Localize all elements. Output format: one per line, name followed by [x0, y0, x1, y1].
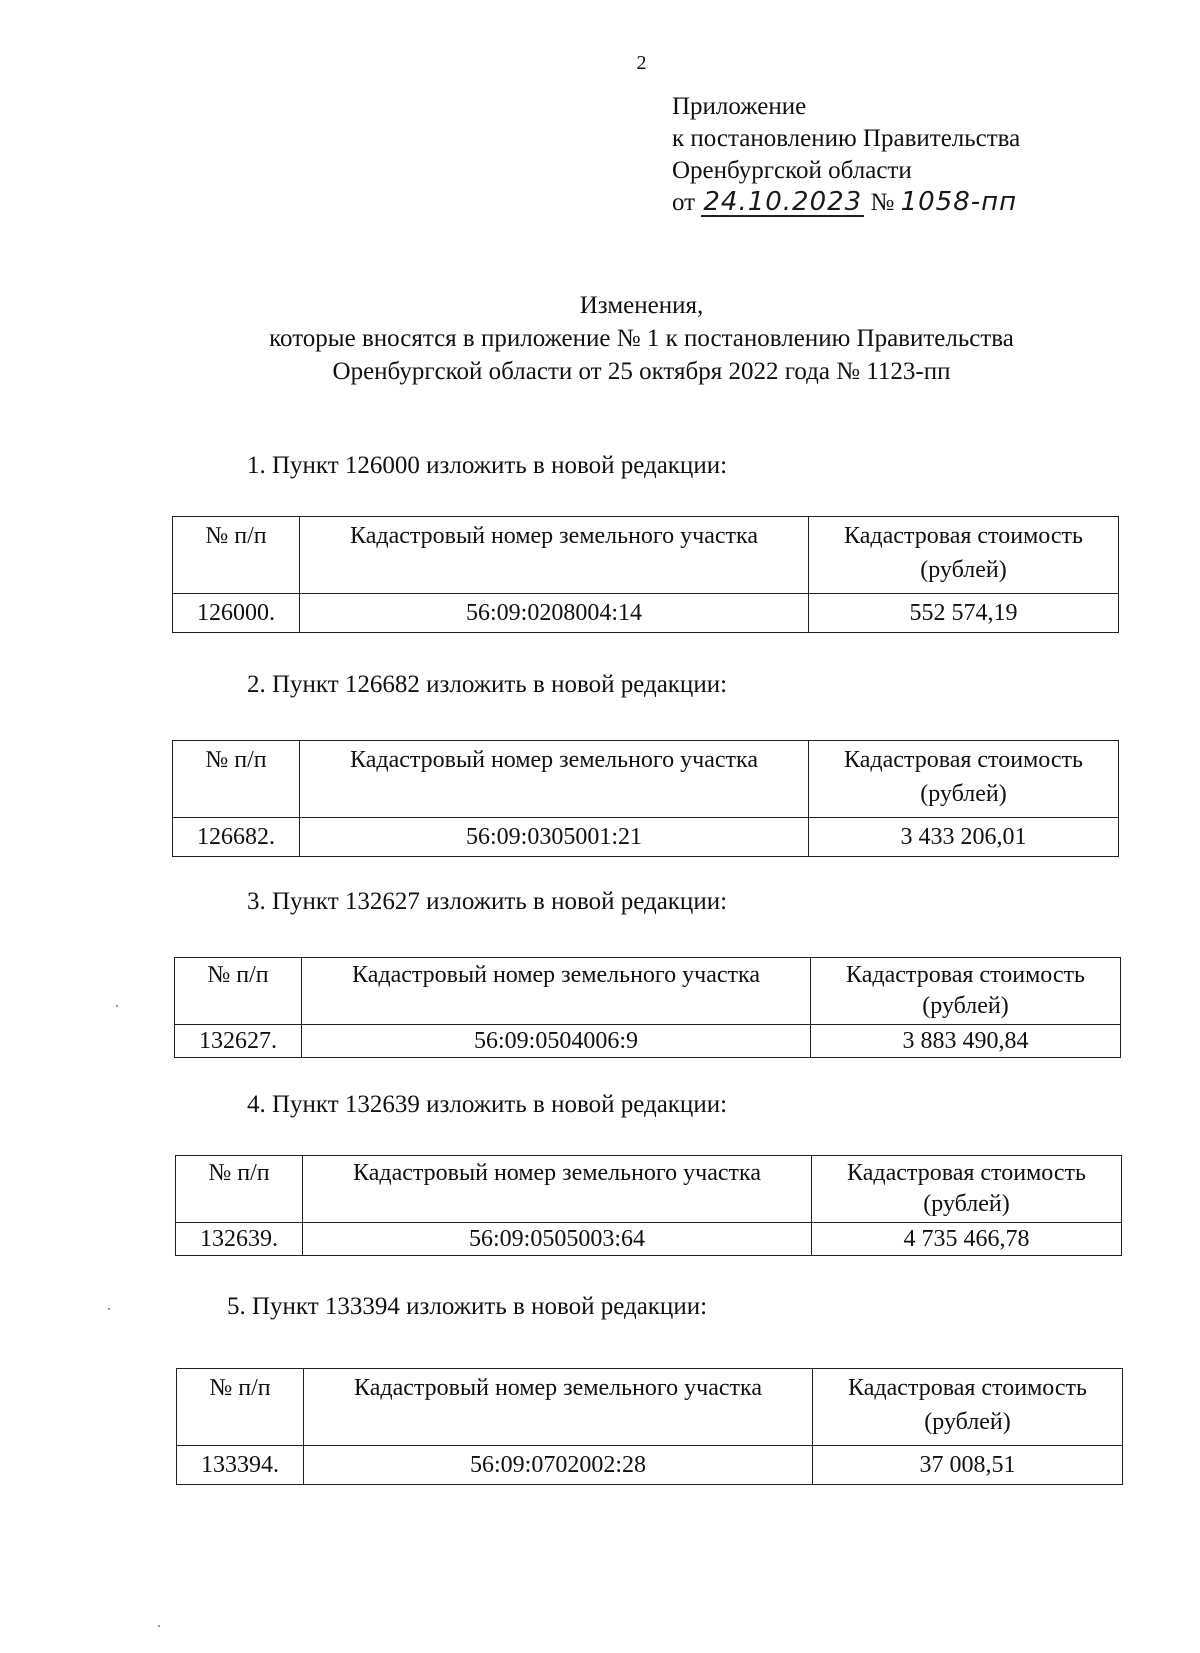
cell-num: 133394.	[177, 1446, 304, 1485]
item-heading: 2. Пункт 126682 изложить в новой редакции:	[247, 671, 728, 698]
header-num: № п/п	[175, 958, 302, 1025]
page-number: 2	[636, 52, 647, 74]
scan-speck	[116, 1005, 118, 1007]
handwritten-date: 24.10.2023	[703, 187, 863, 217]
appendix-line1: Приложение	[672, 93, 807, 120]
item-heading: 5. Пункт 133394 изложить в новой редакции:	[227, 1293, 708, 1320]
table-header-row	[173, 517, 1119, 594]
cell-cadastral: 56:09:0702002:28	[304, 1446, 813, 1485]
item-heading: 1. Пункт 126000 изложить в новой редакции:	[247, 452, 728, 479]
cell-cadastral: 56:09:0305001:21	[300, 818, 809, 857]
title-line1: Изменения,	[579, 292, 704, 319]
cell-num: 126000.	[173, 594, 300, 633]
cell-num: 132627.	[175, 1025, 302, 1058]
appendix-block	[672, 91, 1020, 219]
item-heading: 4. Пункт 132639 изложить в новой редакции:	[247, 1091, 728, 1118]
cell-num: 126682.	[173, 818, 300, 857]
table-header-row	[175, 958, 1121, 1025]
cell-value: 552 574,19	[809, 594, 1119, 633]
handwritten-number: 1058-пп	[900, 187, 1018, 217]
appendix-line3: Оренбургской области	[672, 157, 912, 184]
cadastral-table	[172, 516, 1119, 633]
table-header-row	[173, 741, 1119, 818]
table-header-row	[176, 1156, 1122, 1223]
cadastral-table	[176, 1368, 1123, 1485]
header-value: Кадастровая стоимость (рублей)	[812, 1156, 1122, 1223]
header-value: Кадастровая стоимость (рублей)	[813, 1369, 1123, 1446]
cell-value: 3 883 490,84	[811, 1025, 1121, 1058]
cell-cadastral: 56:09:0505003:64	[303, 1223, 812, 1256]
number-sign: №	[870, 189, 895, 216]
item-heading: 3. Пункт 132627 изложить в новой редакции:	[247, 888, 728, 915]
table-row	[176, 1223, 1122, 1256]
title-line3: Оренбургской области от 25 октября 2022 года № 1123-пп	[332, 358, 951, 385]
cell-value: 3 433 206,01	[809, 818, 1119, 857]
cadastral-table	[174, 957, 1121, 1058]
table-row	[177, 1446, 1123, 1485]
table-header-row	[177, 1369, 1123, 1446]
cadastral-table	[175, 1155, 1122, 1256]
header-num: № п/п	[177, 1369, 304, 1446]
header-cadastral: Кадастровый номер земельного участка	[300, 517, 809, 594]
table-row	[173, 594, 1119, 633]
header-value: Кадастровая стоимость (рублей)	[809, 517, 1119, 594]
header-cadastral: Кадастровый номер земельного участка	[300, 741, 809, 818]
title-line2: которые вносятся в приложение № 1 к постановлению Правительства	[269, 325, 1014, 352]
header-num: № п/п	[173, 517, 300, 594]
appendix-line2: к постановлению Правительства	[672, 125, 1021, 152]
table-row	[173, 818, 1119, 857]
date-prefix: от	[672, 189, 696, 216]
header-value: Кадастровая стоимость (рублей)	[809, 741, 1119, 818]
cell-num: 132639.	[176, 1223, 303, 1256]
cell-cadastral: 56:09:0208004:14	[300, 594, 809, 633]
scan-speck	[108, 1308, 110, 1310]
cell-value: 37 008,51	[813, 1446, 1123, 1485]
header-cadastral: Кадастровый номер земельного участка	[304, 1369, 813, 1446]
cadastral-table	[172, 740, 1119, 857]
scan-speck	[158, 1625, 160, 1627]
document-title	[0, 289, 1200, 388]
header-num: № п/п	[176, 1156, 303, 1223]
cell-value: 4 735 466,78	[812, 1223, 1122, 1256]
appendix-date-line	[672, 187, 1020, 219]
table-row	[175, 1025, 1121, 1058]
cell-cadastral: 56:09:0504006:9	[302, 1025, 811, 1058]
header-cadastral: Кадастровый номер земельного участка	[303, 1156, 812, 1223]
header-value: Кадастровая стоимость (рублей)	[811, 958, 1121, 1025]
header-num: № п/п	[173, 741, 300, 818]
header-cadastral: Кадастровый номер земельного участка	[302, 958, 811, 1025]
